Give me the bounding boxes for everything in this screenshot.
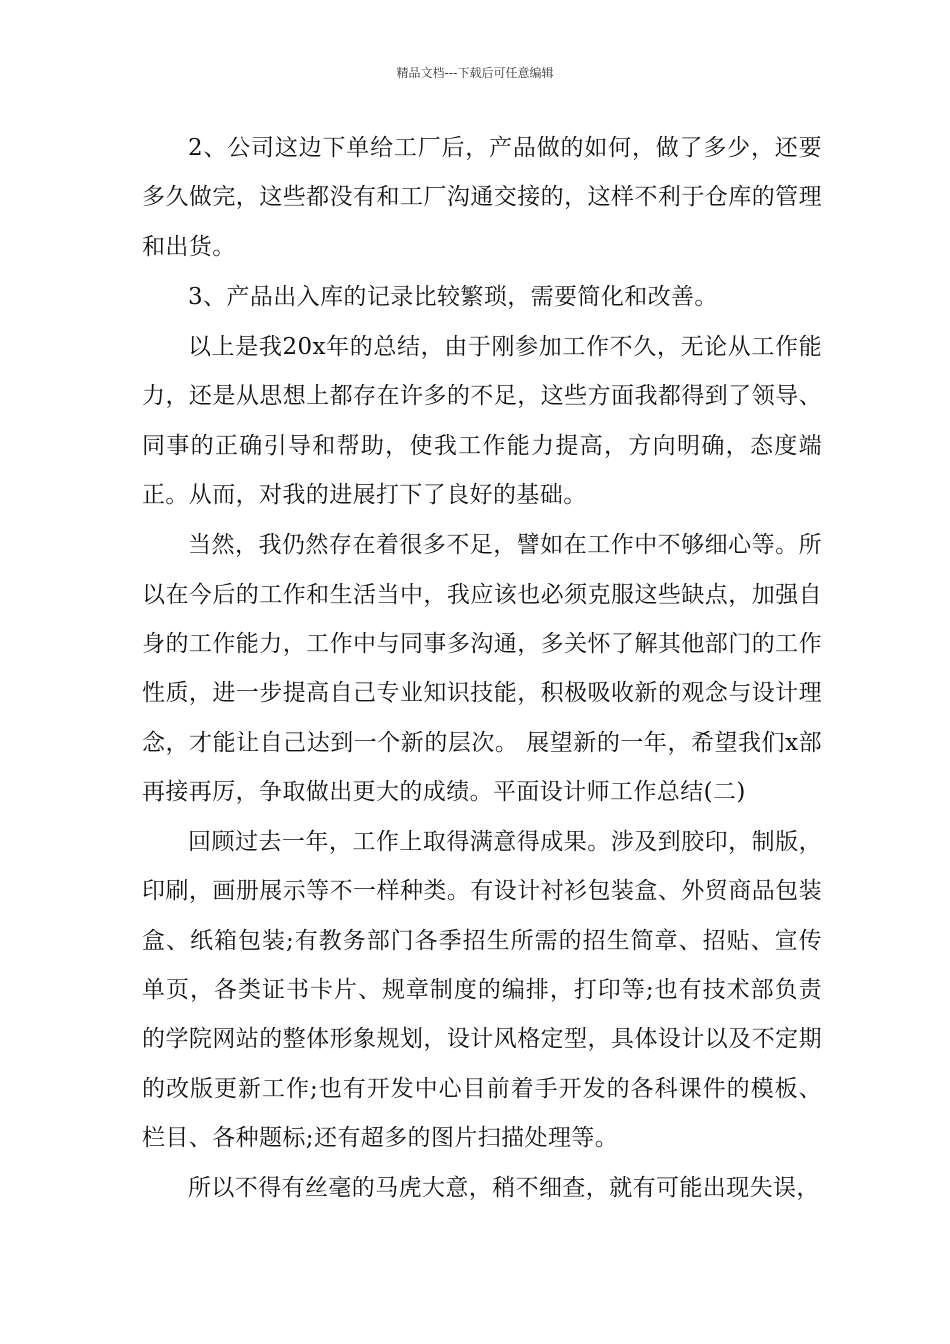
page-header: 精品文档---下载后可任意编辑 (396, 66, 554, 80)
paragraph: 回顾过去一年，工作上取得满意得成果。涉及到胶印，制版，印刷，画册展示等不一样种类。有设计衬衫包装盒、外贸商品包装盒、纸箱包装;有教务部门各季招生所需的招生简章、招贴、宣传单页，各类证书卡片、规章制度的编排，打印等;也有技术部负责的学院网站的整体形象规划，设计风格定型，具体设计以及不定期的改版更新工作;也有开发中心目前着手开发的各科课件的模板、栏目、各种题标;还有超多的图片扫描处理等。 (142, 829, 822, 1151)
paragraph: 当然，我仍然存在着很多不足，譬如在工作中不够细心等。所以在今后的工作和生活当中，我应该也必须克服这些缺点，加强自身的工作能力，工作中与同事多沟通，多关怀了解其他部门的工作性质，进一步提高自己专业知识技能，积极吸收新的观念与设计理念，才能让自己达到一个新的层次。 展望新的一年，希望我们x部再接再厉，争取做出更大的成绩。平面设计师工作总结(二) (142, 532, 822, 805)
paragraph: 所以不得有丝毫的马虎大意，稍不细查，就有可能出现失误， (188, 1175, 820, 1202)
document-body (142, 124, 822, 1215)
paragraph: 3、产品出入库的记录比较繁琐，需要简化和改善。 (188, 283, 718, 310)
paragraph: 以上是我20x年的总结，由于刚参加工作不久，无论从工作能力，还是从思想上都存在许多的不足，这些方面我都得到了领导、同事的正确引导和帮助，使我工作能力提高，方向明确，态度端正。从而，对我的进展打下了良好的基础。 (142, 334, 822, 509)
paragraph: 2、公司这边下单给工厂后，产品做的如何，做了多少，还要多久做完，这些都没有和工厂沟通交接的，这样不利于仓库的管理和出货。 (142, 135, 822, 260)
